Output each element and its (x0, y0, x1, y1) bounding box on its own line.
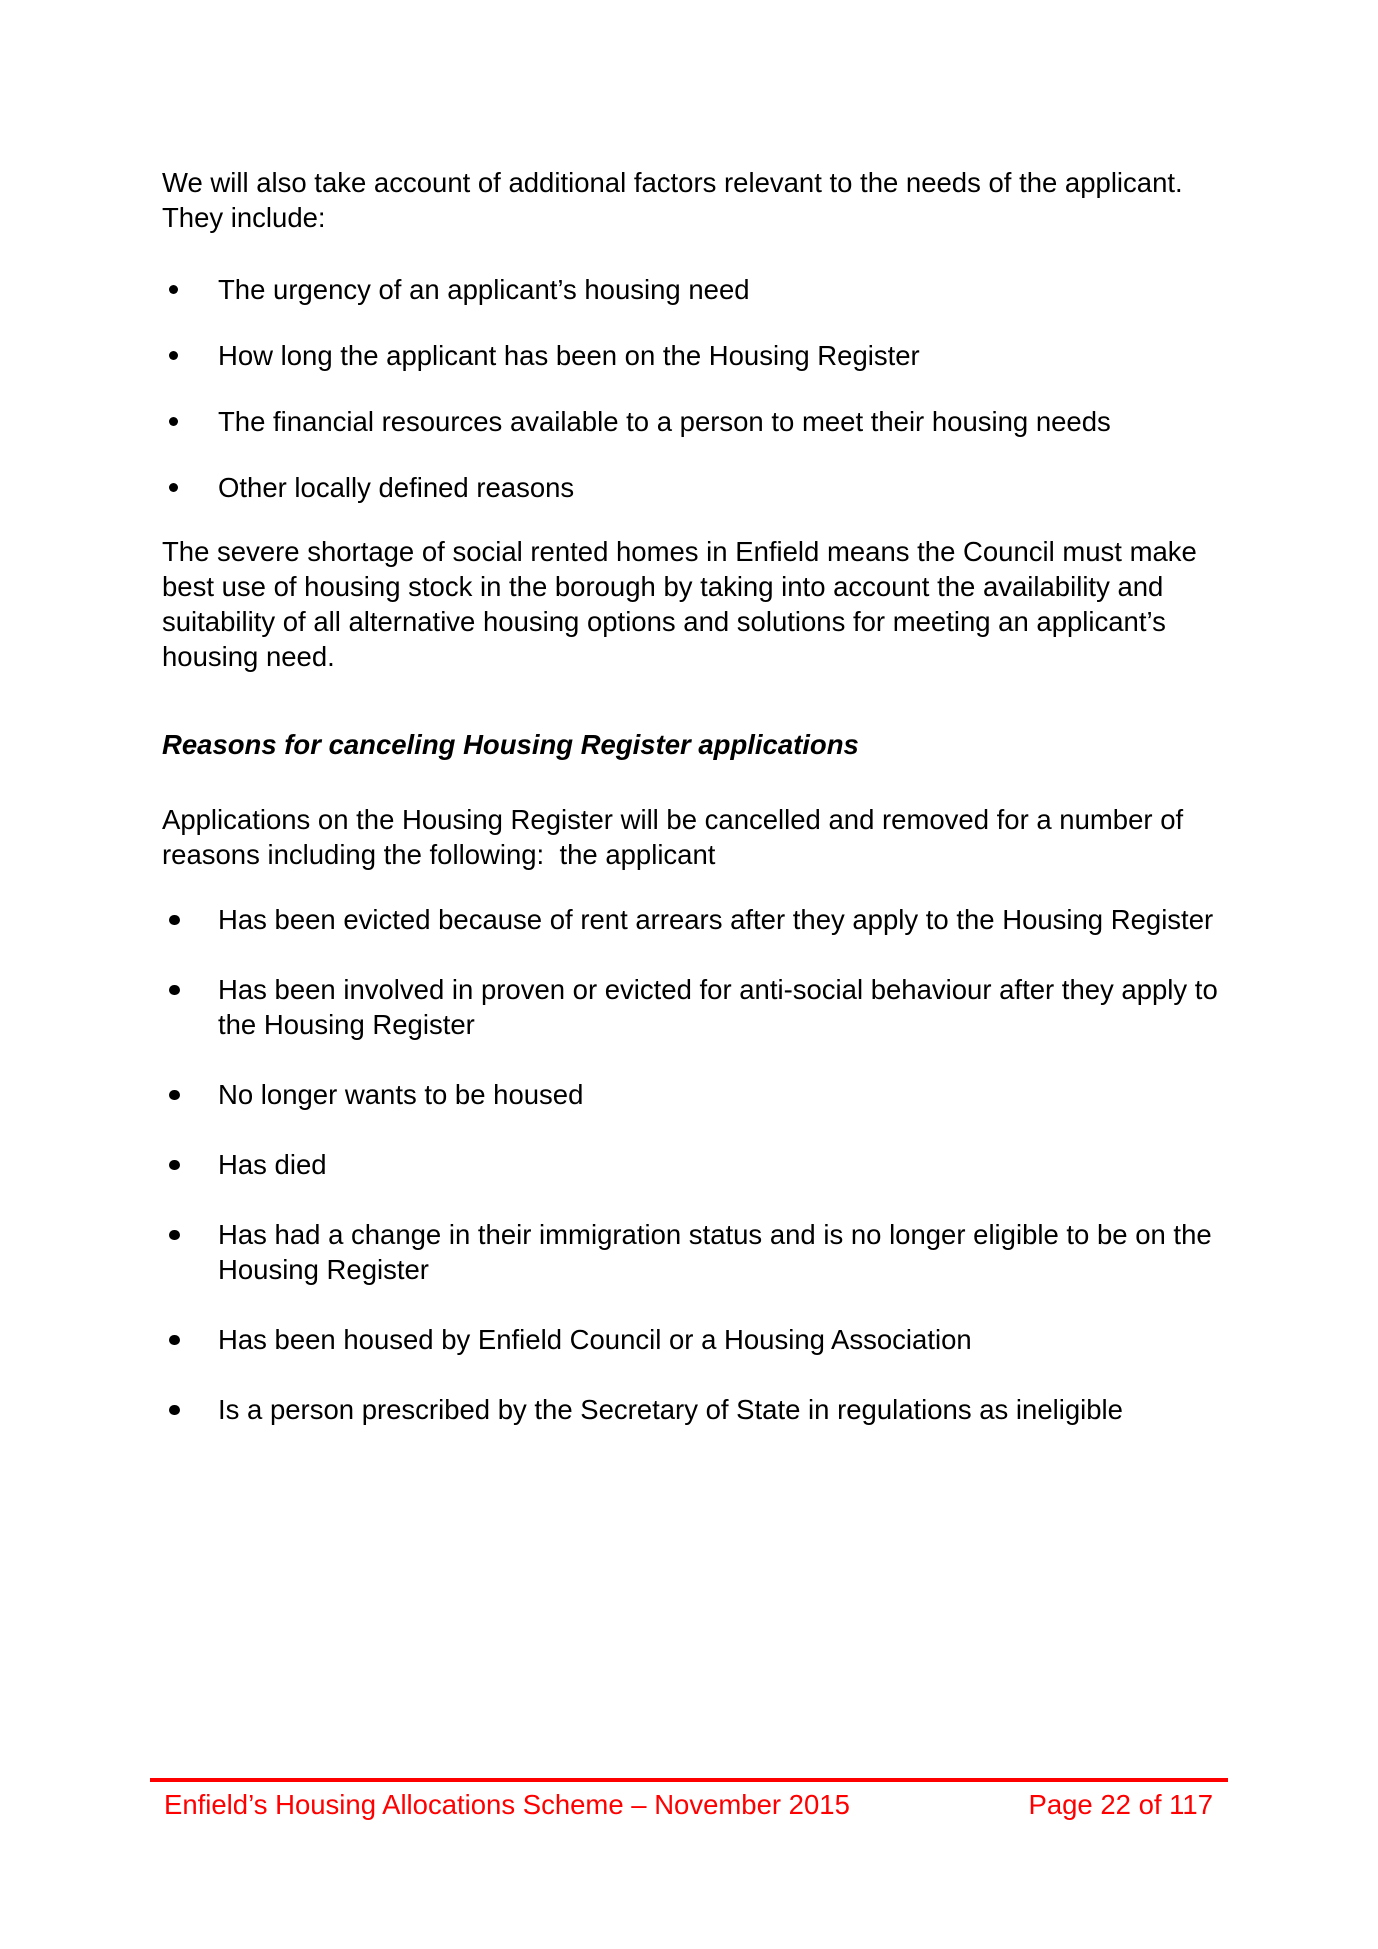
list-item-text: Has had a change in their immigration status and is no longer eligible to be on the Housing Register (218, 1219, 1212, 1285)
section-heading: Reasons for canceling Housing Register applications (162, 729, 859, 760)
list-item (150, 1322, 1228, 1357)
list-item-text: How long the applicant has been on the Housing Register (218, 340, 920, 371)
list-item (150, 1147, 1228, 1182)
list-item-text: Has been housed by Enfield Council or a Housing Association (218, 1324, 972, 1355)
bullet-icon (169, 1405, 180, 1416)
footer-page-number: Page 22 of 117 (1028, 1789, 1213, 1820)
list-item-text: The financial resources available to a person to meet their housing needs (218, 406, 1111, 437)
bullet-icon (169, 483, 178, 492)
list-item-text: Has been evicted because of rent arrears after they apply to the Housing Register (218, 904, 1214, 935)
page-footer (150, 1778, 1228, 1822)
list-item (150, 972, 1228, 1042)
list-item-text: Has been involved in proven or evicted for anti-social behaviour after they apply to the Housing Register (218, 974, 1218, 1040)
cancellation-list (150, 902, 1228, 1427)
bullet-icon (169, 1090, 180, 1101)
list-item (150, 338, 1228, 373)
list-item-text: Other locally defined reasons (218, 472, 575, 503)
list-item-text: No longer wants to be housed (218, 1079, 584, 1110)
list-item (150, 902, 1228, 937)
list-item (150, 470, 1228, 505)
cancellation-paragraph: Applications on the Housing Register will be cancelled and removed for a number of reasons including the following: the applicant (162, 804, 1191, 870)
list-item-text: The urgency of an applicant’s housing need (218, 274, 750, 305)
footer-document-title: Enfield’s Housing Allocations Scheme – November 2015 (164, 1789, 850, 1820)
bullet-icon (169, 351, 178, 360)
list-item (150, 272, 1228, 307)
shortage-paragraph: The severe shortage of social rented homes in Enfield means the Council must make best use of housing stock in the borough by taking into account the availability and suitability of all alternative housing options and solutions for meeting an applicant’s housing need. (162, 536, 1205, 672)
list-item (150, 404, 1228, 439)
list-item-text: Is a person prescribed by the Secretary of State in regulations as ineligible (218, 1394, 1123, 1425)
list-item (150, 1217, 1228, 1287)
factors-list (150, 272, 1228, 505)
list-item (150, 1392, 1228, 1427)
list-item (150, 1077, 1228, 1112)
bullet-icon (169, 1160, 180, 1171)
bullet-icon (169, 985, 180, 996)
bullet-icon (169, 1335, 180, 1346)
bullet-icon (169, 285, 178, 294)
intro-paragraph: We will also take account of additional factors relevant to the needs of the applicant. They include: (162, 167, 1190, 233)
list-item-text: Has died (218, 1149, 327, 1180)
bullet-icon (169, 915, 180, 926)
bullet-icon (169, 1230, 180, 1241)
bullet-icon (169, 417, 178, 426)
